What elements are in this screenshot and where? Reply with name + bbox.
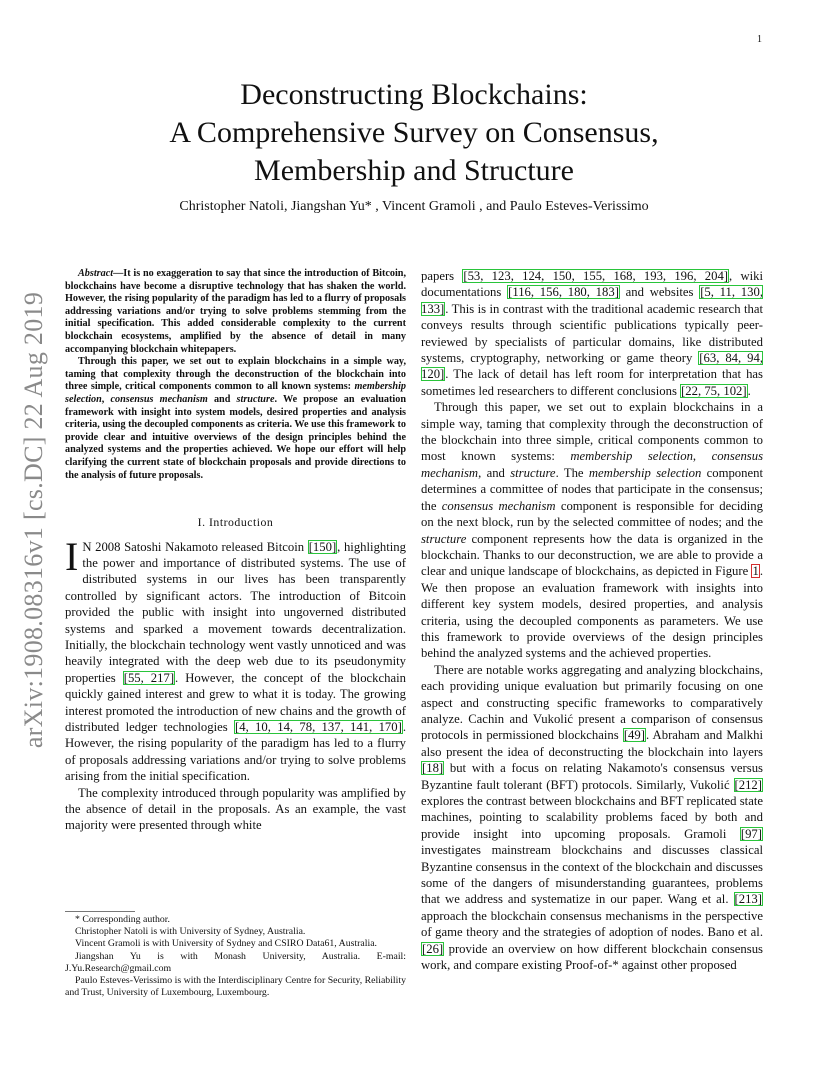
citation-link[interactable]: [53, 123, 124, 150, 155, 168, 193, 196, 204]: [463, 269, 729, 283]
emphasis-text: membership selection: [588, 465, 702, 480]
emphasis-text: structure: [421, 531, 467, 546]
author-list: Christopher Natoli, Jiangshan Yu* , Vincent Gramoli , and Paulo Esteves-Verissimo: [179, 199, 649, 214]
body-text: . This is in contrast with the traditional academic research that conveys results through scientific publications typically peer-reviewed by specialists of particular domains, like distributed systems, cryptography, networking or game theory: [421, 301, 763, 366]
footnote: Paulo Esteves-Verissimo is with the Interdisciplinary Centre for Security, Reliability and Trust, University of Luxembourg, Luxembourg.: [65, 975, 406, 999]
figure-reference-link[interactable]: 1: [752, 564, 759, 579]
body-text: .: [747, 383, 751, 398]
body-text: . Abraham and Malkhi also present the idea of deconstructing the blockchain into layers: [421, 728, 763, 759]
section-heading-introduction: I. Introduction: [197, 515, 274, 530]
body-text: , highlighting the power and importance of distributed systems. The use of distributed systems in our lives has been transparently controlled by significant actors. The introduction of Bitcoin provided the public with insight into ungoverned distributed systems and sparked a movement towards decentralization. Initially, the blockchain technology went vastly unnoticed and was heavily integrated with the deep web due to its pseudonymity properties: [65, 539, 406, 685]
footnotes: [65, 911, 406, 999]
abstract-text: ,: [101, 393, 111, 405]
body-text: , and: [478, 465, 511, 480]
citation-link[interactable]: [49]: [623, 728, 645, 743]
body-text: . However, the concept of the blockchain quickly gained interest and grew to what it is today. The growing interest promoted the introduction of new chains and the growth of distributed ledger technologies: [65, 670, 406, 734]
intro-paragraph-1: [65, 533, 406, 785]
body-text: There are notable works aggregating and analyzing blockchains, each providing unique evaluation but primarily focusing on one aspect and constructing specific frameworks to comparatively analyze. Cachin and Vukolić present a comparison of consensus protocols in permissioned blockchains: [421, 662, 763, 743]
drop-cap: I: [65, 533, 79, 579]
arxiv-sidebar: [14, 270, 54, 770]
footnote-rule: [65, 911, 135, 912]
body-text: . We then propose an evaluation framework with insights into different key system models, desired properties, and analysis criteria, using the decoupled components as parameters. We use this framework to provide overviews of the design principles behind the analyzed systems and the achieved properties.: [421, 564, 763, 661]
abstract-paragraph-1: [65, 268, 406, 356]
citation-link[interactable]: [4, 10, 14, 78, 137, 141, 170]: [235, 719, 402, 734]
body-text: papers: [421, 269, 463, 283]
abstract-text: . We propose an evaluation framework with insight into system models, desired properties and analysis criteria, using the decoupled components as criteria. We use this framework to provide clear and intuitive overviews of the design principles behind the analyzed systems and the properties achieved. We hope our effort will help clarifying the current state of blockchain proposals and provide directions to the analysis of future proposals.: [65, 393, 406, 481]
abstract: [65, 268, 406, 482]
body-text: explores the contrast between blockchains and BFT replicated state machines, pointing to scalability problems faced by both and provide insight into upcoming proposals. Gramoli: [421, 794, 763, 841]
body-text: . However, the rising popularity of the paradigm has led to a flurry of proposals addressing variations and/or trying to solve problems arising from the initial specification.: [65, 719, 406, 784]
abstract-emphasis: membership selection: [65, 381, 406, 405]
body-text: . The lack of detail has left room for interpretation that has sometimes led researchers to different conclusions: [421, 367, 763, 398]
body-text: , wiki documentations: [421, 269, 763, 300]
citation-link[interactable]: [18]: [422, 761, 444, 776]
citation-link[interactable]: [63, 84, 94, 120]: [421, 351, 763, 382]
intro-paragraph-2: The complexity introduced through popularity was amplified by the absence of detail in the proposals. As an example, the vast majority were presented through white: [65, 785, 406, 833]
abstract-emphasis: structure: [236, 393, 275, 405]
abstract-text: and: [207, 393, 237, 405]
right-paragraph-1: [421, 268, 763, 399]
citation-link[interactable]: [212]: [734, 777, 762, 792]
body-text: Through this paper, we set out to explain blockchains in a simple way, taming that complexity through the deconstruction of the blockchain into three simple, critical components common to most known systems:: [421, 400, 763, 464]
title-line-1: Deconstructing Blockchains:: [240, 78, 588, 111]
right-paragraph-3: [421, 662, 763, 974]
right-column: [421, 268, 763, 973]
citation-link[interactable]: [5, 11, 130, 133]: [421, 285, 764, 316]
abstract-emphasis: consensus mechanism: [110, 393, 208, 405]
footnote: Christopher Natoli is with University of Sydney, Australia.: [75, 926, 306, 938]
citation-link[interactable]: [26]: [422, 941, 444, 956]
arxiv-identifier[interactable]: arXiv:1908.08316v1 [cs.DC] 22 Aug 2019: [19, 291, 49, 749]
body-text: component determines a committee of nodes that participate in the consensus; the: [421, 465, 763, 513]
footnote: Vincent Gramoli is with University of Sydney and CSIRO Data61, Australia.: [75, 938, 377, 950]
emphasis-text: consensus mechanism: [421, 449, 764, 480]
citation-link[interactable]: [116, 156, 180, 183]: [508, 285, 619, 300]
abstract-text: —It is no exaggeration to say that since the introduction of Bitcoin, blockchains have become a disruptive technology that has shaken the world. However, the rising popularity of the paradigm has led to a flurry of proposals addressing variations and/or trying to solve problems stemming from the initial specification. This added considerable complexity to the current blockchain ecosystems, amplified by the absence of detail in many accompanying blockchain whitepapers.: [65, 268, 406, 355]
abstract-label: Abstract: [78, 268, 114, 279]
citation-link[interactable]: [97]: [740, 826, 762, 841]
body-text: ,: [692, 449, 712, 464]
left-column: [65, 268, 406, 834]
body-text: component is responsible for deciding on the next block, run by the selected committee of nodes; and the: [421, 498, 763, 530]
body-text: and websites: [619, 285, 700, 300]
footnote: * Corresponding author.: [75, 914, 170, 925]
title-line-2: A Comprehensive Survey on Consensus,: [169, 116, 659, 149]
citation-link[interactable]: [55, 217]: [123, 670, 175, 685]
citation-link[interactable]: [213]: [734, 892, 762, 907]
body-text: component represents how the data is organized in the blockchain. Thanks to our deconstruction, we are able to provide a clear and unique landscape of blockchains, as depicted in Figure: [421, 531, 763, 579]
emphasis-text: structure: [510, 465, 556, 480]
body-text: . The: [555, 465, 589, 480]
citation-link[interactable]: [150]: [308, 539, 337, 554]
body-text: investigates mainstream blockchains and discusses classical Byzantine consensus in the context of the blockchain and discusses some of the dangers of misunderstanding guarantees, problems that we address and systematize in our paper. Wang et al.: [421, 843, 763, 907]
emphasis-text: membership selection: [570, 449, 693, 464]
footnote: Jiangshan Yu is with Monash University, Australia. E-mail: J.Yu.Research@gmail.com: [65, 950, 406, 974]
body-text: provide an overview on how different blockchain consensus work, and compare existing Proof-of-* against other proposed: [421, 941, 763, 973]
paper-title: [0, 76, 828, 190]
body-text: but with a focus on relating Nakamoto's consensus versus Byzantine fault tolerant (BFT) protocols. Similarly, Vukolić: [421, 761, 763, 792]
body-text: approach the blockchain consensus mechanisms in the perspective of game theory and the strategies of adoption of nodes. Bano et al.: [421, 908, 763, 940]
emphasis-text: consensus mechanism: [441, 498, 556, 513]
citation-link[interactable]: [22, 75, 102]: [681, 383, 747, 398]
page-number: 1: [757, 34, 762, 45]
abstract-text: Through this paper, we set out to explain blockchains in a simple way, taming that complexity through the deconstruction of the blockchain into three simple, critical components common to all known systems:: [65, 356, 406, 393]
right-paragraph-2: [421, 399, 763, 662]
abstract-paragraph-2: [65, 356, 406, 482]
body-text: N 2008 Satoshi Nakamoto released Bitcoin: [82, 539, 308, 554]
title-line-3: Membership and Structure: [254, 154, 574, 187]
